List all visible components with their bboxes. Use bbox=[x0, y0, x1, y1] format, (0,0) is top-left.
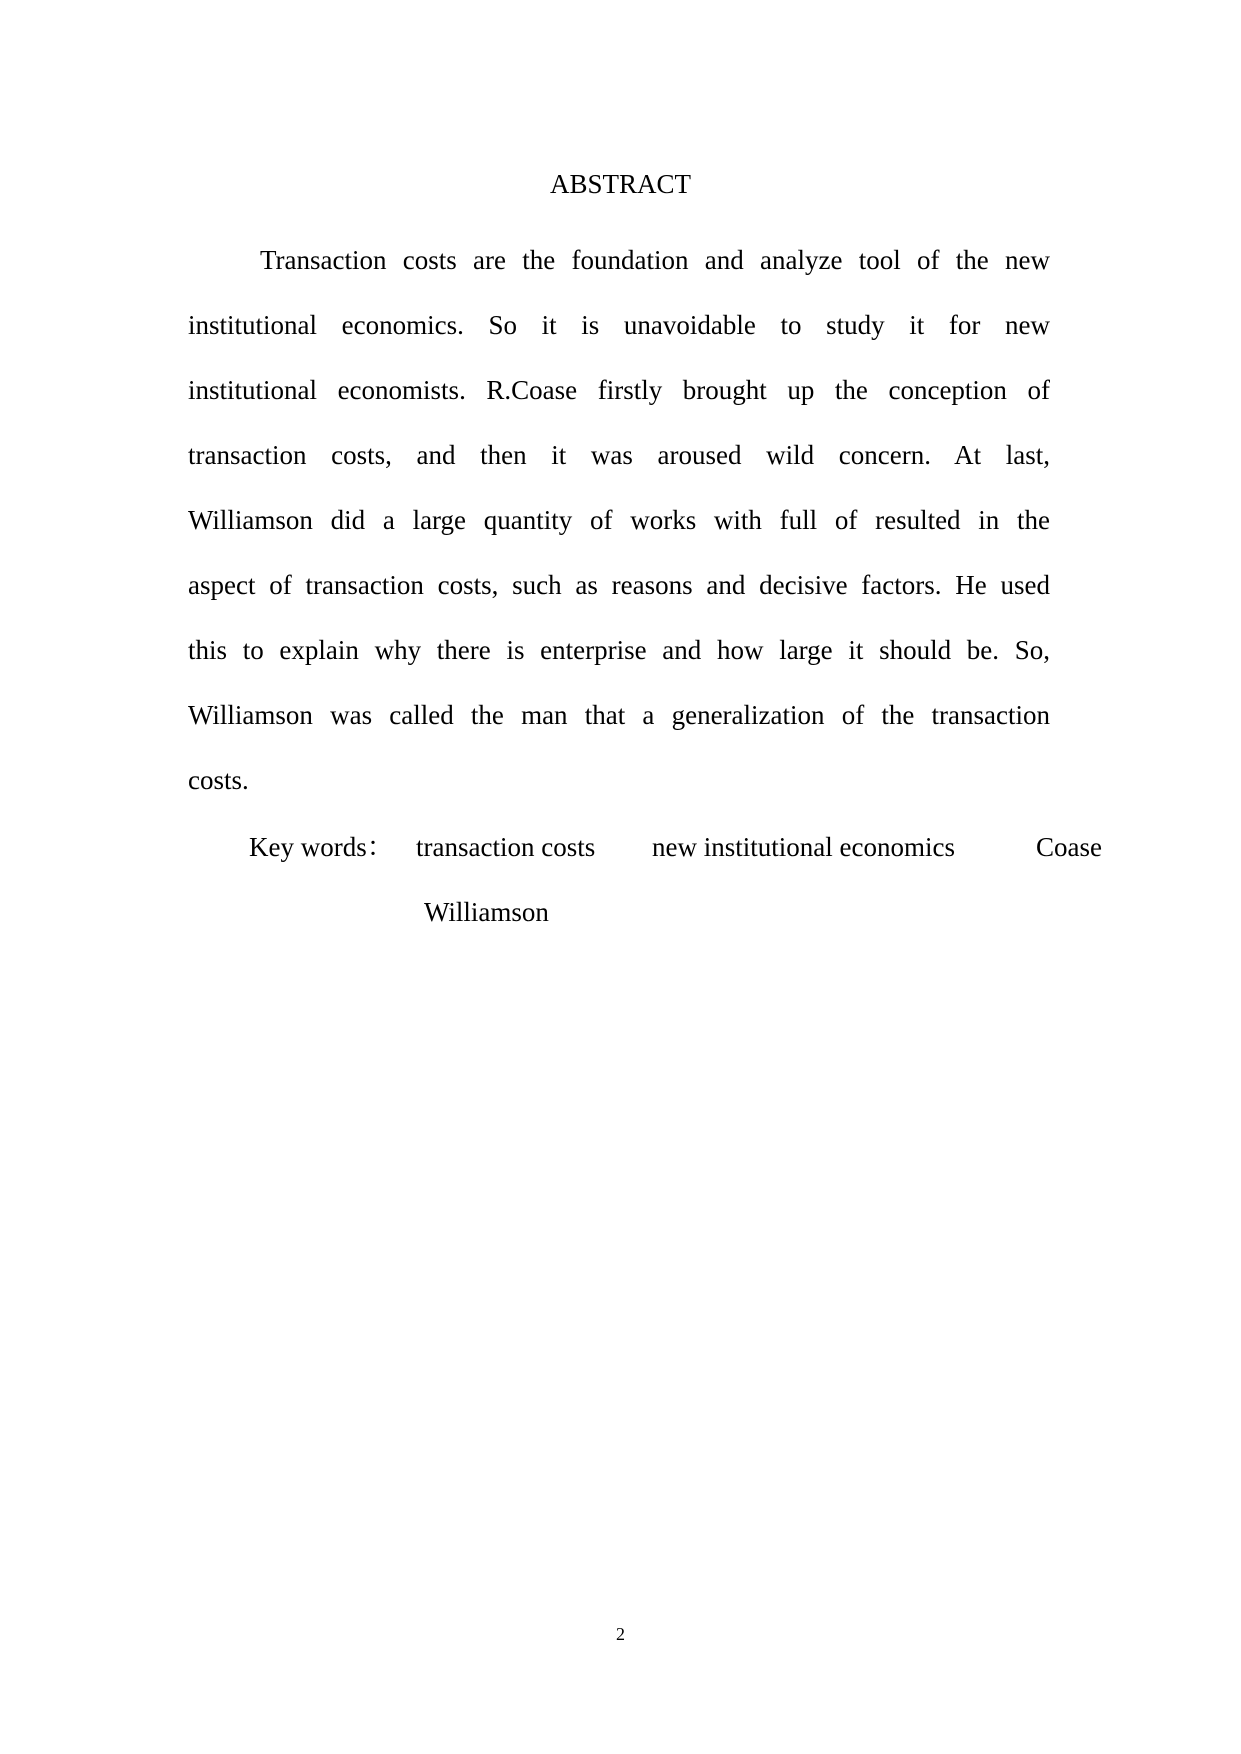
abstract-paragraph bbox=[188, 228, 1050, 813]
abstract-line: institutional economists. R.Coase firstly brought up the conception of bbox=[188, 375, 1050, 405]
abstract-line: Williamson did a large quantity of works with full of resulted in the bbox=[188, 505, 1050, 535]
page-title: ABSTRACT bbox=[549, 169, 692, 199]
keywords-section bbox=[0, 815, 1241, 945]
keyword-item: Coase bbox=[1036, 832, 1102, 862]
keyword-item: transaction costs bbox=[416, 832, 596, 862]
keyword-item: Williamson bbox=[424, 897, 549, 927]
abstract-line: aspect of transaction costs, such as reasons and decisive factors. He used bbox=[188, 570, 1050, 600]
keyword-item: new institutional economics bbox=[652, 832, 955, 862]
abstract-line: this to explain why there is enterprise and how large it should be. So, bbox=[188, 635, 1050, 665]
abstract-line: Transaction costs are the foundation and analyze tool of the new bbox=[260, 245, 1050, 275]
abstract-line: institutional economics. So it is unavoidable to study it for new bbox=[188, 310, 1050, 340]
abstract-line: costs. bbox=[188, 765, 249, 795]
abstract-line: transaction costs, and then it was aroused wild concern. At last, bbox=[188, 440, 1050, 470]
abstract-line: Williamson was called the man that a generalization of the transaction bbox=[188, 700, 1050, 730]
keywords-label: Key words： bbox=[249, 832, 394, 862]
page-number: 2 bbox=[616, 1624, 625, 1644]
